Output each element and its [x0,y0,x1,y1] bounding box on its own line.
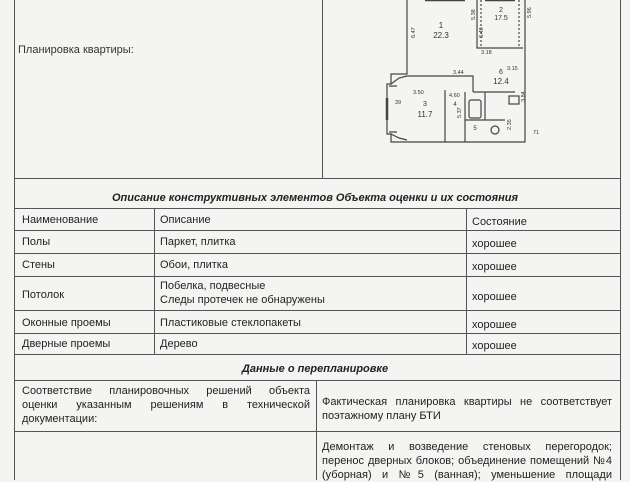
row-name: Стены [22,259,55,271]
row-border [14,310,620,311]
header-state: Состояние [472,216,527,228]
dimension-label: 5.37 [457,107,463,118]
dimension-label: 2.35 [507,119,513,130]
row-description: Пластиковые стеклопакеты [160,317,301,329]
room-num: 6 [499,69,503,76]
header-description: Описание [160,214,211,226]
bath-icon [469,100,481,118]
redev-question-line: оценки указанным решениям в технической [22,399,310,411]
row-border [14,333,620,334]
room-num: 3 [423,101,427,108]
row-border [14,431,620,432]
room-area: 12.4 [493,77,509,86]
room-num: 4 [453,102,457,108]
dimension-label: 71 [533,130,540,136]
room-num: 1 [438,21,444,30]
dimension-label: 5.96 [527,7,533,18]
row-name: Дверные проемы [22,338,111,350]
redev-answer-line: поэтажному плану БТИ [322,410,441,422]
dimension-label: 3.18 [481,50,492,56]
redev-changes-line: Демонтаж и возведение стеновых перегородок; [322,441,612,453]
plan-divider [322,0,323,178]
row-border [14,276,620,277]
room-area: 22.3 [433,31,449,40]
frame-right-border [620,0,621,480]
redevelopment-section-title: Данные о перепланировке [241,363,389,375]
room-num: 2 [499,7,503,14]
redev-question-line: Соответствие планировочных решений объекта [22,385,310,397]
room-area: 17.5 [494,15,508,22]
row-state: хорошее [472,238,517,250]
row-description: Дерево [160,338,198,350]
dimension-label: 6.47 [411,27,417,38]
header-name: Наименование [22,214,99,226]
row-description: Следы протечек не обнаружены [160,294,325,306]
redev-col-divider [316,380,317,480]
floor-plan-drawing [385,0,545,150]
row-border [14,380,620,381]
row-name: Потолок [22,289,65,301]
redev-question-line: документации: [22,413,98,425]
dimension-label: 3.15 [507,66,518,72]
row-name: Оконные проемы [22,317,111,329]
row-state: хорошее [472,340,517,352]
row-border [14,354,620,355]
sink-icon [491,126,499,134]
dimension-label: 4.60 [449,93,460,99]
row-state: хорошее [472,319,517,331]
table-top-border [14,208,620,209]
dimension-label: 5.38 [471,9,477,20]
redev-changes-line: перенос дверных блоков; объединение помещений №4 [322,455,612,467]
room-num: 5 [473,126,477,132]
redev-answer-line: Фактическая планировка квартиры не соответствует [322,396,612,408]
frame-left-border [14,0,15,480]
row-name: Полы [22,236,51,248]
dimension-label: 6.49 [479,27,485,38]
dimension-label: 3.44 [453,70,464,76]
row-description: Паркет, плитка [160,236,236,248]
dimension-label: 3.50 [413,90,424,96]
row-border [14,253,620,254]
row-state: хорошее [472,291,517,303]
dimension-label: 39 [395,100,402,106]
room-area: 11.7 [417,110,433,119]
row-state: хорошее [472,261,517,273]
redev-changes-line: (уборная) и №5 (ванная); уменьшение площади [322,469,612,481]
row-description: Обои, плитка [160,259,228,271]
row-border [14,230,620,231]
row-description: Побелка, подвесные [160,280,266,292]
stove-icon [509,96,519,104]
plan-label: Планировка квартиры: [18,44,134,56]
elements-section-title: Описание конструктивных элементов Объекта оценки и их состояния [112,192,518,204]
plan-bottom-border [14,178,620,179]
dimension-label: 3.84 [521,91,527,102]
